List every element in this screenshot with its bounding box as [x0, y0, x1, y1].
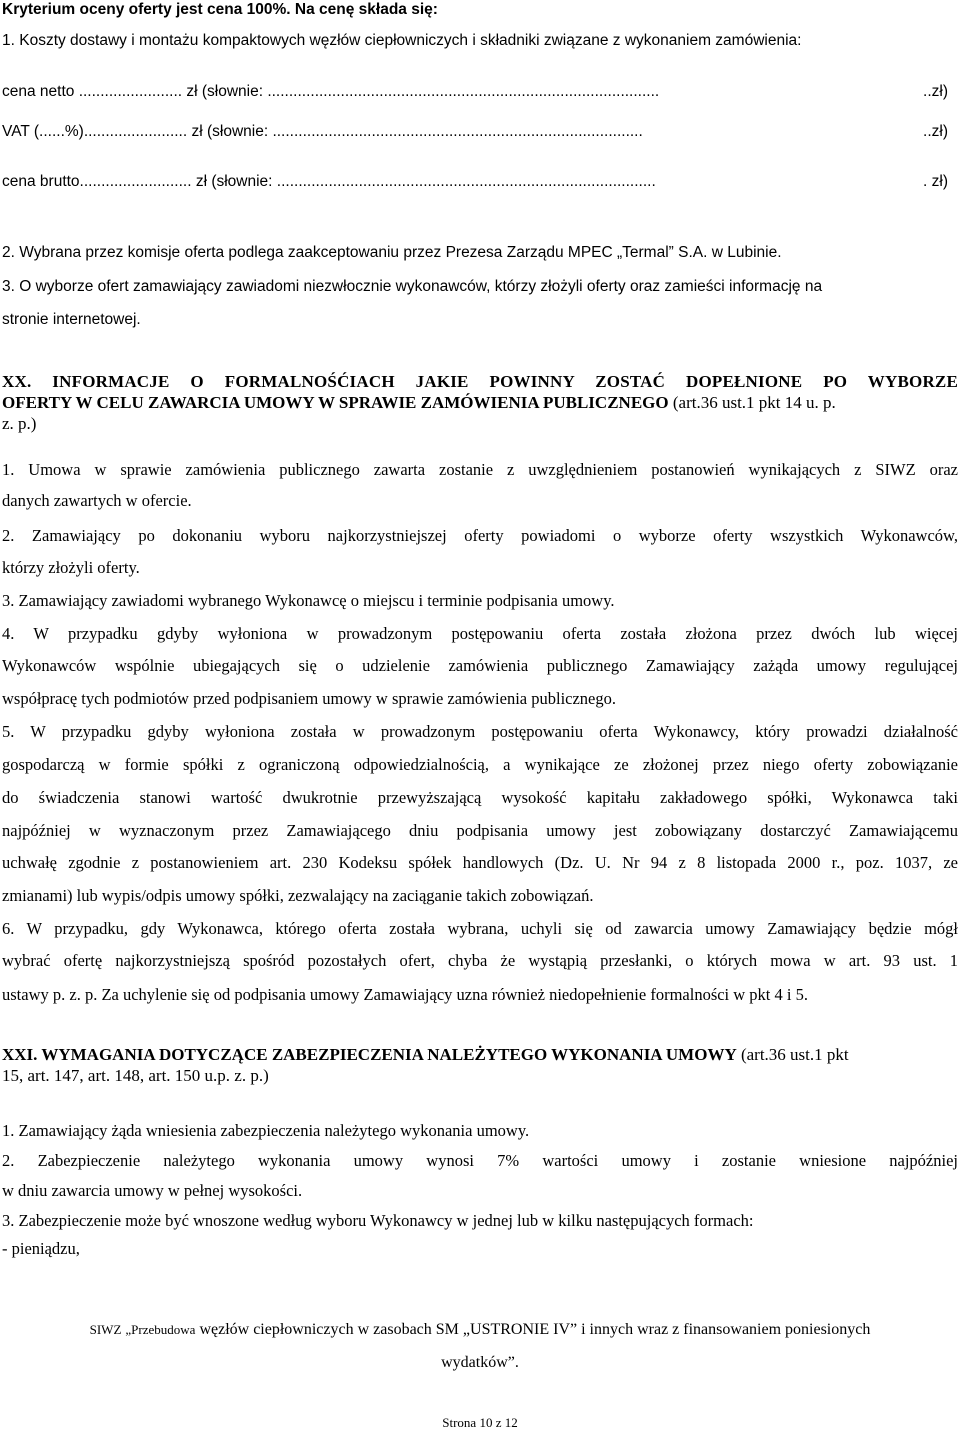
criterion-heading: Kryterium oceny oferty jest cena 100%. Na cenę składa się: — [2, 1, 438, 18]
xx-item-5-line1: 5. W przypadku gdyby wyłoniona została w prowadzonym postępowaniu oferta Wykonawcy, który prowadzi działalność — [2, 722, 958, 741]
xx-item-1-line2: danych zawartych w ofercie. — [2, 491, 192, 510]
page-number: Strona 10 z 12 — [442, 1415, 518, 1430]
section-xx-heading-text: OFERTY W CELU ZAWARCIA UMOWY W SPRAWIE ZAMÓWIENIA PUBLICZNEGO — [2, 393, 669, 412]
section-xxi-heading-ref: (art.36 ust.1 pkt — [736, 1045, 849, 1064]
price-line-end: ..zł) — [923, 83, 948, 100]
xx-item-5-line4: najpóźniej w wyznaczonym przez Zamawiającego dniu podpisania umowy jest zobowiązany dostarczyć Zamawiającemu — [2, 821, 958, 840]
footer-siwz: SIWZ — [89, 1322, 122, 1337]
price-line-text: cena netto ........................ zł (słownie: ........................................................................................... — [2, 83, 660, 100]
xxi-item-3: 3. Zabezpieczenie może być wnoszone według wyboru Wykonawcy w jednej lub w kilku następujących formach: — [2, 1211, 754, 1230]
xx-item-6-line1: 6. W przypadku, gdy Wykonawca, którego oferta została wybrana, uchyli się od zawarcia umowy Zamawiający będzie mógł — [2, 919, 958, 938]
xx-item-4-line1: 4. W przypadku gdyby wyłoniona w prowadzonym postępowaniu oferta została złożona przez dwóch lub więcej — [2, 624, 958, 643]
price-line-vat — [2, 122, 958, 142]
footer-title-line2: wydatków”. — [441, 1354, 519, 1371]
footer-title-rest: węzłów ciepłowniczych w zasobach SM „USTRONIE IV” i innych wraz z finansowaniem poniesionych — [195, 1321, 871, 1338]
xx-item-2-line2: którzy złożyli oferty. — [2, 558, 140, 577]
section-xx-heading-line2 — [2, 393, 958, 413]
xx-item-6-line2: wybrać ofertę najkorzystniejszą spośród pozostałych ofert, chyba że wystąpią przesłanki, o których mowa w art. 93 ust. 1 — [2, 951, 958, 970]
section-xxi-heading-text: XXI. WYMAGANIA DOTYCZĄCE ZABEZPIECZENIA NALEŻYTEGO WYKONANIA UMOWY — [2, 1045, 737, 1064]
xx-item-4-line3: współpracę tych podmiotów przed podpisaniem umowy w sprawie zamówienia publicznego. — [2, 689, 617, 708]
xx-item-4-line2: Wykonawców wspólnie ubiegających się o udzielenie zamówienia publicznego Zamawiający zażąda umowy regulującej — [2, 656, 958, 675]
xx-item-3: 3. Zamawiający zawiadomi wybranego Wykonawcę o miejscu i terminie podpisania umowy. — [2, 591, 615, 610]
section-xx-heading-ref2: z. p.) — [2, 414, 37, 433]
xxi-item-2-line2: w dniu zawarcia umowy w pełnej wysokości. — [2, 1181, 303, 1200]
price-line-end: ..zł) — [923, 123, 948, 140]
xx-item-5-line6: zmianami) lub wypis/odpis umowy spółki, zezwalający na zaciąganie takich zobowiązań. — [2, 886, 594, 905]
footer-przebudowa: „Przebudowa — [125, 1322, 196, 1337]
price-line-netto — [2, 82, 958, 102]
price-line-text: VAT (......%)........................ zł (słownie: ...................................................................................... — [2, 123, 643, 140]
xx-item-1-line1: 1. Umowa w sprawie zamówienia publicznego zawarta zostanie z uwzględnieniem postanowień wynikających z SIWZ oraz — [2, 460, 958, 479]
section-xxi-heading-line1 — [2, 1045, 958, 1065]
xx-item-5-line3: do świadczenia stanowi wartość dwukrotnie przewyższającą wysokość kapitału zakładowego spółki, Wykonawca taki — [2, 788, 958, 807]
section-xxi-heading-ref2: 15, art. 147, art. 148, art. 150 u.p. z. p.) — [2, 1066, 269, 1085]
xxi-item-2-line1: 2. Zabezpieczenie należytego wykonania umowy wynosi 7% wartości umowy i zostanie wniesione najpóźniej — [2, 1151, 958, 1170]
xx-item-2-line1: 2. Zamawiający po dokonaniu wyboru najkorzystniejszej oferty powiadomi o wyborze oferty wszystkich Wykonawców, — [2, 526, 958, 545]
point-3-line2: stronie internetowej. — [2, 311, 141, 328]
footer-title-line1 — [0, 1320, 960, 1340]
price-line-brutto — [2, 172, 958, 192]
price-line-text: cena brutto.......................... zł (słownie: ........................................................................................ — [2, 173, 656, 190]
point-3-line1: 3. O wyborze ofert zamawiający zawiadomi niezwłocznie wykonawców, którzy złożyli oferty oraz zamieści informację na — [2, 278, 823, 295]
xx-item-5-line5: uchwałę zgodnie z postanowieniem art. 230 Kodeksu spółek handlowych (Dz. U. Nr 94 z 8 listopada 2000 r., poz. 1037, ze — [2, 853, 958, 872]
point-2: 2. Wybrana przez komisje oferta podlega zaakceptowaniu przez Prezesa Zarządu MPEC „Termal” S.A. w Lubinie. — [2, 244, 782, 261]
section-xx-heading-line1: XX. INFORMACJE O FORMALNOŚĆIACH JAKIE POWINNY ZOSTAĆ DOPEŁNIONE PO WYBORZE — [2, 372, 958, 391]
cost-item: 1. Koszty dostawy i montażu kompaktowych węzłów ciepłowniczych i składniki związane z wykonaniem zamówienia: — [2, 32, 802, 49]
xx-item-5-line2: gospodarczą w formie spółki z ograniczoną odpowiedzialnością, a wynikające ze złożonej przez niego oferty zobowiązanie — [2, 755, 958, 774]
xxi-item-1: 1. Zamawiający żąda wniesienia zabezpieczenia należytego wykonania umowy. — [2, 1121, 530, 1140]
xx-item-6-line3: ustawy p. z. p. Za uchylenie się od podpisania umowy Zamawiający uzna również niedopełnienie formalności w pkt 4 i 5. — [2, 985, 808, 1004]
xxi-item-4: - pieniądzu, — [2, 1239, 80, 1258]
price-line-end: . zł) — [923, 173, 948, 190]
section-xx-heading-ref: (art.36 ust.1 pkt 14 u. p. — [668, 393, 836, 412]
